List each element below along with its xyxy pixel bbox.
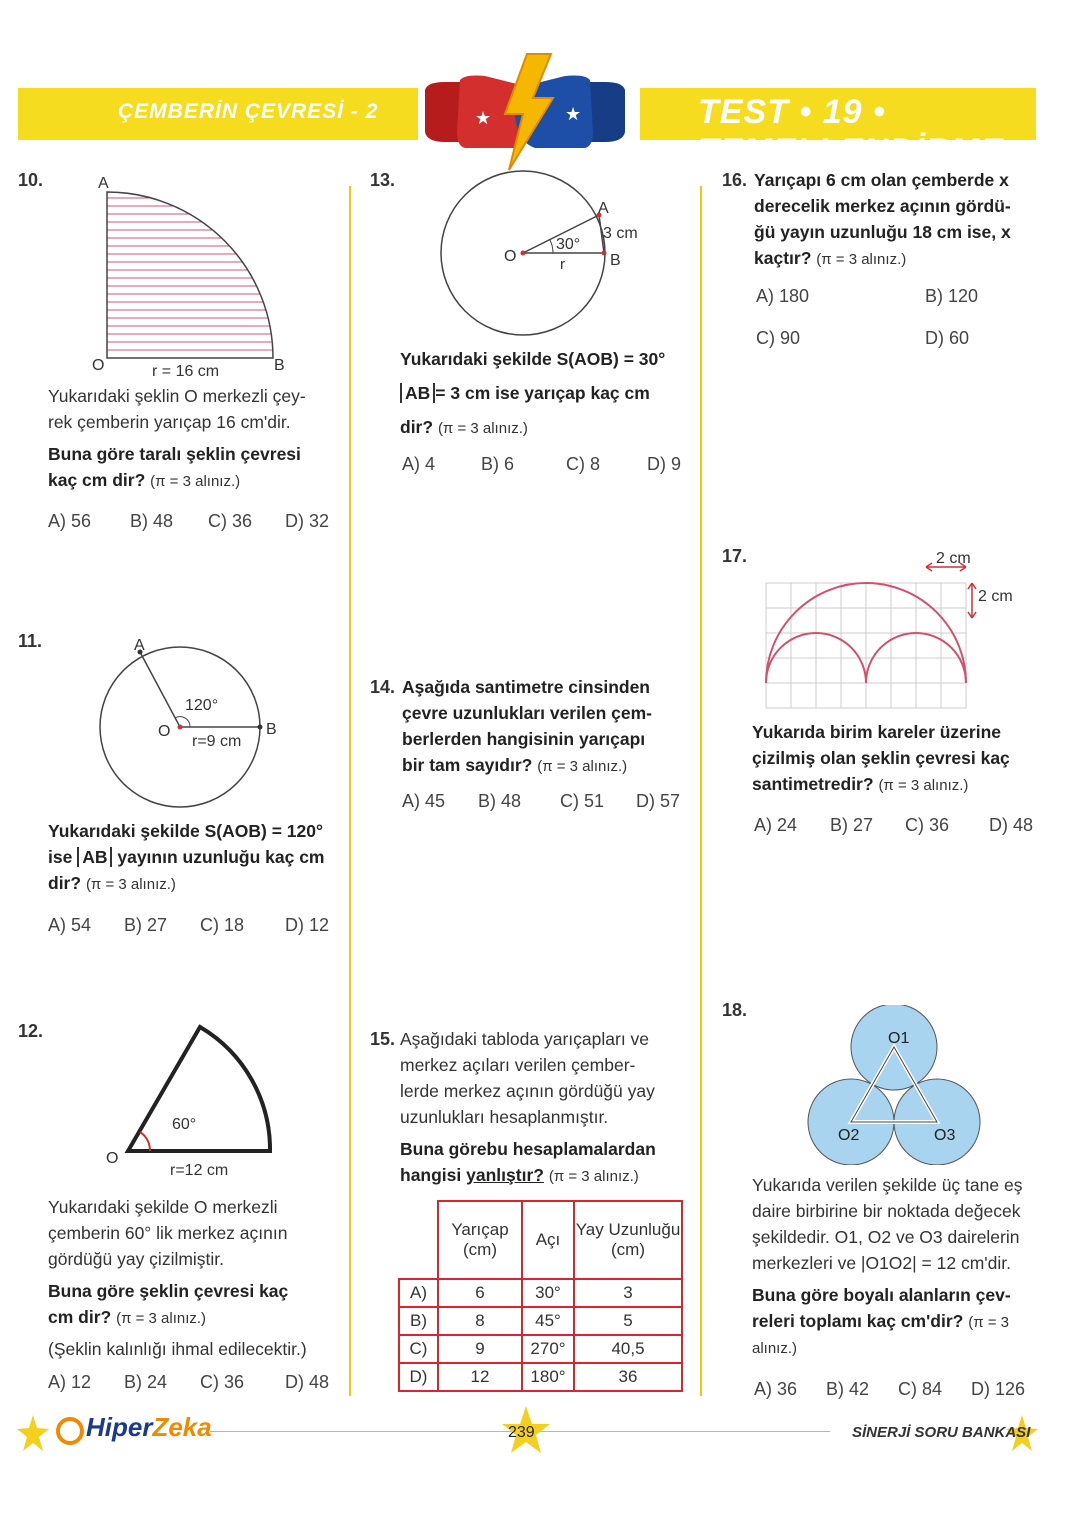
svg-text:★: ★ <box>565 104 582 125</box>
option-d[interactable]: D) 126 <box>971 1379 1026 1399</box>
question-number: 15. <box>370 1029 396 1049</box>
q12-angle-label: 60° <box>172 1116 197 1133</box>
q10-label-b: B <box>274 357 285 374</box>
q18-text: Yukarıda verilen şekilde üç tane eş daire birbirine bir noktada değecek şekildedir. O1, O2 ve O3 dairelerin merkezleri ve |O1O2| = 12 cm'dir. Buna göre boyalı alanların çev- releri toplamı kaç cm'dir? (π = 3 alınız.) <box>752 1175 1023 1357</box>
option-b[interactable]: B) 24 <box>124 1372 168 1392</box>
table-header: Açı <box>522 1201 574 1279</box>
question-number: 10. <box>18 170 44 190</box>
q15-text: Aşağıdaki tabloda yarıçapları ve merkez açıları verilen çember- lerde merkez açının gördüğü yay uzunlukları hesaplanmıştır. Buna görebu hesaplamalardan hangisi yanlıştır? (π = 3 alınız.) <box>400 1029 656 1185</box>
q12-label-o: O <box>106 1150 119 1167</box>
option-c[interactable]: C) 36 <box>905 815 950 835</box>
svg-text:★: ★ <box>475 108 492 129</box>
option-b[interactable]: B) 27 <box>124 915 168 935</box>
table-header: Yay Uzunluğu (cm) <box>574 1201 682 1279</box>
table-row: B) 8 45° 5 <box>399 1307 682 1335</box>
q13-label-a: A <box>598 200 609 217</box>
option-d[interactable]: D) 57 <box>636 791 681 811</box>
option-b[interactable]: B) 48 <box>130 511 174 531</box>
q13-figure <box>430 165 660 340</box>
table-row: A) 6 30° 3 <box>399 1279 682 1307</box>
option-c[interactable]: C) 84 <box>898 1379 943 1399</box>
q18-label-o2: O2 <box>838 1127 860 1144</box>
q10-label-o: O <box>92 357 105 374</box>
table-row: D) 12 180° 36 <box>399 1363 682 1391</box>
star-icon <box>16 1413 50 1453</box>
q13-chord-label: 3 cm <box>603 225 638 242</box>
option-d[interactable]: D) 32 <box>285 511 330 531</box>
brand-logo: HiperZeka <box>86 1412 212 1442</box>
option-a[interactable]: A) 36 <box>754 1379 798 1399</box>
column-divider-left <box>349 186 351 1396</box>
question-number: 14. <box>370 677 396 697</box>
q17-text: Yukarıda birim kareler üzerine çizilmiş olan şeklin çevresi kaç santimetredir? (π = 3 alınız.) <box>752 722 1010 794</box>
option-c[interactable]: C) 8 <box>566 454 601 474</box>
q13-angle-label: 30° <box>556 236 581 253</box>
option-d[interactable]: D) <box>399 1363 438 1391</box>
option-b[interactable]: B) 6 <box>481 454 515 474</box>
q17-width-label: 2 cm <box>936 550 971 567</box>
brand-logo-icon <box>56 1414 86 1448</box>
question-number: 12. <box>18 1021 44 1041</box>
option-a[interactable]: A) 56 <box>48 511 92 531</box>
q11-text: Yukarıdaki şekilde S(AOB) = 120° ise AB yayının uzunluğu kaç cm dir? (π = 3 alınız.) <box>48 821 325 893</box>
option-c[interactable]: C) 90 <box>756 328 801 348</box>
option-d[interactable]: D) 60 <box>925 328 970 348</box>
option-b[interactable]: B) 27 <box>830 815 874 835</box>
option-b[interactable]: B) 48 <box>478 791 522 811</box>
q11-label-b: B <box>266 721 277 738</box>
q17-height-label: 2 cm <box>978 588 1013 605</box>
option-a[interactable]: A) 12 <box>48 1372 92 1392</box>
page-number: 239 <box>508 1424 535 1441</box>
q13-label-b: B <box>610 252 621 269</box>
option-a[interactable]: A) 54 <box>48 915 92 935</box>
q14-text: Aşağıda santimetre cinsinden çevre uzunlukları verilen çem- berlerden hangisinin yarıçapı bir tam sayıdır? (π = 3 alınız.) <box>402 677 652 775</box>
q12-radius-label: r=12 cm <box>170 1162 229 1179</box>
q17-figure <box>760 545 1030 715</box>
q12-text: Yukarıdaki şekilde O merkezli çemberin 60° lik merkez açının gördüğü yay çizilmiştir. Buna göre şeklin çevresi kaç cm dir? (π = 3 alınız.) (Şeklin kalınlığı ihmal edilecektir.) <box>48 1197 307 1359</box>
boxing-gloves-icon <box>405 52 645 172</box>
table-row: C) 9 270° 40,5 <box>399 1335 682 1363</box>
q10-text: Yukarıdaki şeklin O merkezli çey- rek çemberin yarıçap 16 cm'dir. Buna göre taralı şeklin çevresi kaç cm dir? (π = 3 alınız.) <box>48 386 306 490</box>
table-header: Yarıçap (cm) <box>438 1201 522 1279</box>
column-divider-right <box>700 186 702 1396</box>
series-name: SİNERJİ SORU BANKASI <box>852 1424 1031 1441</box>
option-b[interactable]: B) 120 <box>925 286 979 306</box>
q16-text: Yarıçapı 6 cm olan çemberde x derecelik merkez açının gördü- ğü yayın uzunluğu 18 cm ise, x kaçtır? (π = 3 alınız.) <box>754 170 1011 268</box>
q15-table <box>398 1200 683 1392</box>
q10-figure <box>80 168 310 380</box>
q18-figure <box>800 1005 990 1165</box>
option-c[interactable]: C) 51 <box>560 791 605 811</box>
q12-figure <box>100 1015 290 1185</box>
question-number: 16. <box>722 170 748 190</box>
test-title: TEST • 19 • TEMELLENDİRME <box>698 93 1004 170</box>
option-d[interactable]: D) 48 <box>989 815 1034 835</box>
q11-label-o: O <box>158 723 171 740</box>
option-d[interactable]: D) 48 <box>285 1372 330 1392</box>
q13-text: Yukarıdaki şekilde S(AOB) = 30° AB = 3 cm ise yarıçap kaç cm dir? (π = 3 alınız.) <box>400 349 666 437</box>
option-a[interactable]: A) 180 <box>756 286 810 306</box>
option-c[interactable]: C) 36 <box>208 511 253 531</box>
option-d[interactable]: D) 9 <box>647 454 682 474</box>
option-b[interactable]: B) <box>399 1307 438 1335</box>
q13-radius-label: r <box>560 256 565 273</box>
q18-label-o3: O3 <box>934 1127 956 1144</box>
option-c[interactable]: C) 36 <box>200 1372 245 1392</box>
option-c[interactable]: C) 18 <box>200 915 245 935</box>
q11-radius-label: r=9 cm <box>192 733 242 750</box>
option-c[interactable]: C) <box>399 1335 438 1363</box>
q13-label-o: O <box>504 248 517 265</box>
chapter-title: ÇEMBERİN ÇEVRESİ - 2 <box>118 100 379 123</box>
question-number: 13. <box>370 170 396 190</box>
option-a[interactable]: A) 4 <box>402 454 436 474</box>
option-a[interactable]: A) 45 <box>402 791 446 811</box>
option-a[interactable]: A) 24 <box>754 815 798 835</box>
option-a[interactable]: A) <box>399 1279 438 1307</box>
option-d[interactable]: D) 12 <box>285 915 330 935</box>
question-number: 17. <box>722 546 748 566</box>
option-b[interactable]: B) 42 <box>826 1379 870 1399</box>
q11-figure <box>90 630 290 815</box>
q10-radius-label: r = 16 cm <box>152 363 220 380</box>
q18-label-o1: O1 <box>888 1030 910 1047</box>
q11-label-a: A <box>134 637 145 654</box>
q11-angle-label: 120° <box>185 697 219 714</box>
q10-label-a: A <box>98 175 109 192</box>
question-number: 11. <box>18 631 43 651</box>
question-number: 18. <box>722 1000 748 1020</box>
